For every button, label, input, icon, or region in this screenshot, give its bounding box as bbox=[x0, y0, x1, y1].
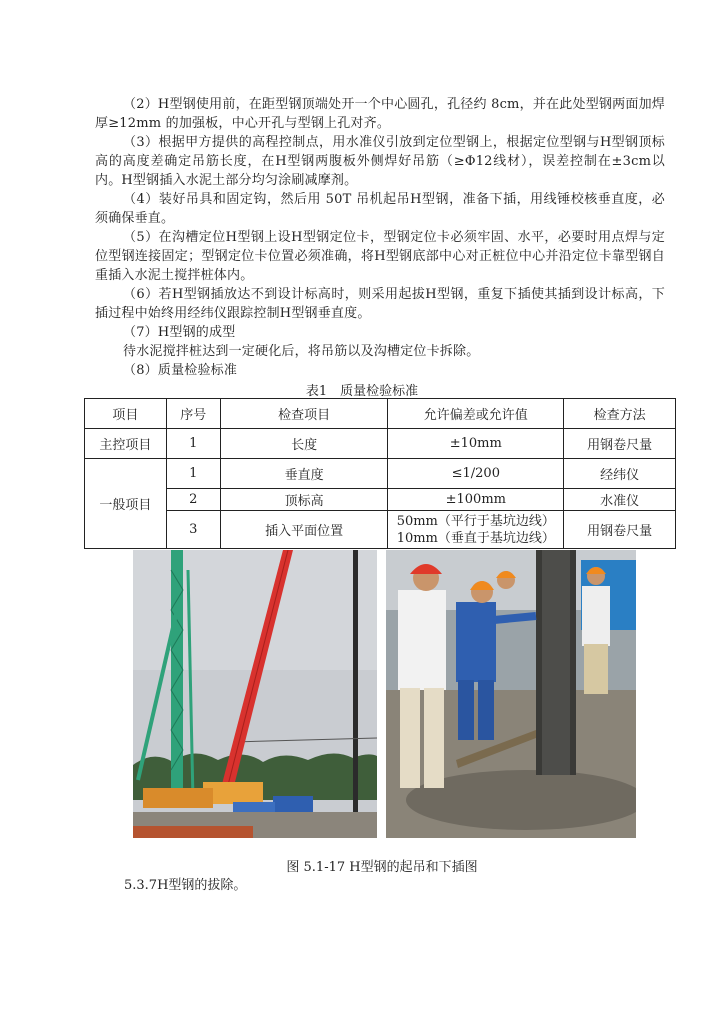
paragraph-step-4: （4）装好吊具和固定钩，然后用 50T 吊机起吊H型钢，准备下插，用线锤校核垂直度，必须确保垂直。 bbox=[95, 192, 665, 226]
workers-illustration bbox=[386, 550, 636, 838]
tolerance-parallel: 50mm（平行于基坑边线） bbox=[396, 513, 555, 529]
header-check-item: 检查项目 bbox=[220, 399, 388, 429]
cell-check-item: 插入平面位置 bbox=[220, 511, 388, 549]
table-header-row bbox=[85, 399, 676, 429]
photo-steel-insertion bbox=[386, 550, 636, 838]
cell-number: 2 bbox=[166, 489, 220, 511]
cell-method: 经纬仪 bbox=[564, 459, 676, 489]
cell-check-item: 顶标高 bbox=[220, 489, 388, 511]
cell-method: 用钢卷尺量 bbox=[564, 511, 676, 549]
cell-tolerance bbox=[388, 511, 564, 549]
paragraph-step-7-title: （7）H型钢的成型 bbox=[123, 325, 236, 340]
figure-caption: 图 5.1-17 H型钢的起吊和下插图 bbox=[286, 860, 478, 875]
cell-number: 3 bbox=[166, 511, 220, 549]
cell-number: 1 bbox=[166, 459, 220, 489]
header-tolerance: 允许偏差或允许值 bbox=[388, 399, 564, 429]
pole bbox=[353, 550, 358, 838]
cell-method: 用钢卷尺量 bbox=[564, 429, 676, 459]
crane-illustration bbox=[133, 550, 377, 838]
worker-blue bbox=[456, 602, 496, 682]
cell-tolerance: ±100mm bbox=[388, 489, 564, 511]
worker-white bbox=[398, 590, 446, 690]
paragraph-step-6: （6）若H型钢插放达不到设计标高时，则采用起拔H型钢，重复下插使其插到设计标高，下插过程中始终用经纬仪跟踪控制H型钢垂直度。 bbox=[95, 287, 665, 321]
table-caption: 表1 质量检验标准 bbox=[305, 384, 419, 399]
paragraph-step-7-body: 待水泥搅拌桩达到一定硬化后，将吊筋以及沟槽定位卡拆除。 bbox=[123, 344, 480, 359]
cell-check-item: 垂直度 bbox=[220, 459, 388, 489]
table-row bbox=[85, 511, 676, 549]
header-number: 序号 bbox=[166, 399, 220, 429]
tolerance-perpendicular: 10mm（垂直于基坑边线） bbox=[396, 530, 555, 546]
group-main-control: 主控项目 bbox=[85, 429, 167, 459]
table-row bbox=[85, 489, 676, 511]
paragraph-step-8-title: （8）质量检验标准 bbox=[123, 363, 238, 378]
group-general: 一般项目 bbox=[85, 459, 167, 549]
paragraph-step-3: （3）根据甲方提供的高程控制点，用水准仪引放到定位型钢上，根据定位型钢与H型钢顶标高的高度差确定吊筋长度，在H型钢两腹板外侧焊好吊筋（≥Φ12线材），误差控制在±3cm以内。H型钢插入水泥土部分均匀涂刷减摩剂。 bbox=[95, 135, 665, 188]
cell-tolerance: ≤1/200 bbox=[388, 459, 564, 489]
cell-number: 1 bbox=[166, 429, 220, 459]
paragraph-step-2: （2）H型钢使用前，在距型钢顶端处开一个中心圆孔，孔径约 8cm，并在此处型钢两面加焊厚≥12mm 的加强板，中心开孔与型钢上孔对齐。 bbox=[95, 97, 665, 131]
photo-crane-lifting bbox=[133, 550, 377, 838]
header-method: 检查方法 bbox=[564, 399, 676, 429]
table-row bbox=[85, 459, 676, 489]
paragraph-step-5: （5）在沟槽定位H型钢上设H型钢定位卡，型钢定位卡必须牢固、水平，必要时用点焊与定位型钢连接固定；型钢定位卡位置必须准确，将H型钢底部中心对正桩位中心并沿定位卡靠型钢自重插入水泥土搅拌桩体内。 bbox=[95, 230, 665, 283]
table-row bbox=[85, 429, 676, 459]
header-category: 项目 bbox=[85, 399, 167, 429]
cell-method: 水准仪 bbox=[564, 489, 676, 511]
section-heading: 5.3.7H型钢的拔除。 bbox=[124, 878, 247, 893]
cell-tolerance: ±10mm bbox=[388, 429, 564, 459]
cell-check-item: 长度 bbox=[220, 429, 388, 459]
quality-inspection-table bbox=[84, 398, 676, 549]
